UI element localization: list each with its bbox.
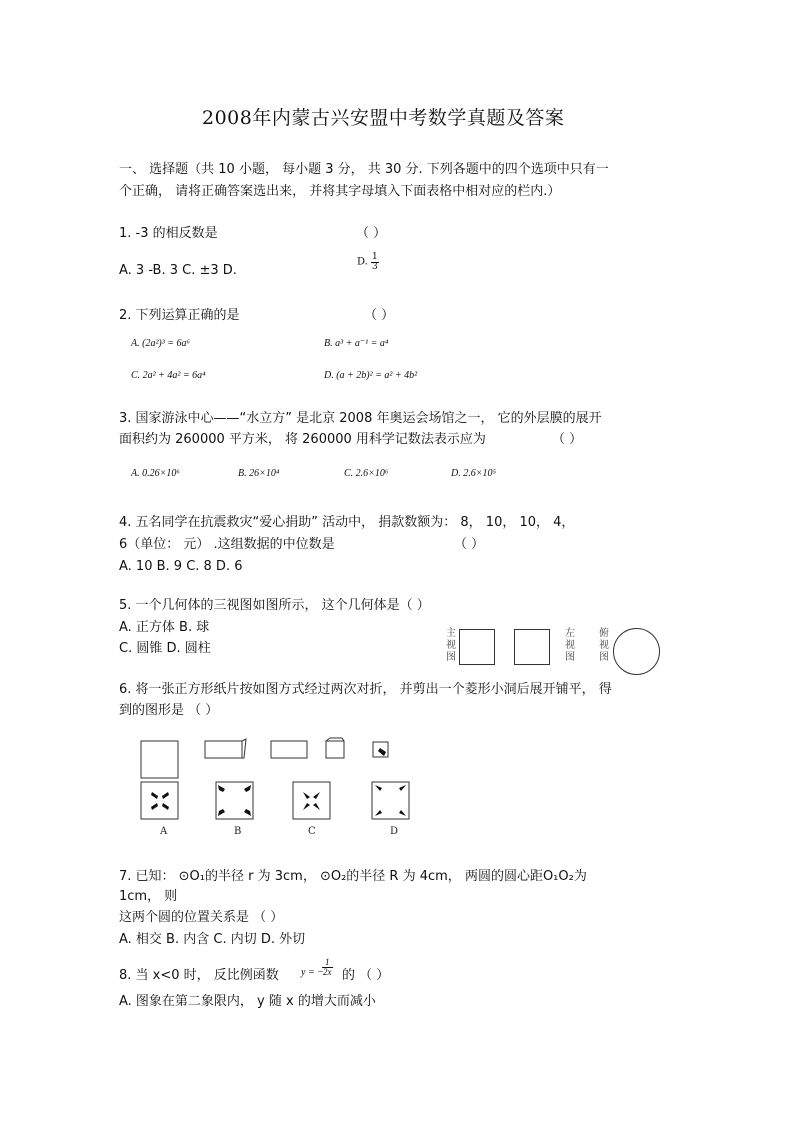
fold-step-1-square (141, 741, 178, 778)
q5-stem: 5. 一个几何体的三视图如图所示， 这个几何体是（ ） (119, 598, 430, 613)
q1-option-d-fraction: $\frac{1}{3}$ (372, 252, 378, 272)
page-title: 2008年内蒙古兴安盟中考数学真题及答案 (202, 107, 565, 129)
q4-line1: 4. 五名同学在抗震救灾“爱心捐助” 活动中， 捐款数额为： 8， 10， 10， 4， (119, 515, 575, 530)
section-instructions-line1: 一、 选择题（共 10 小题， 每小题 3 分， 共 30 分. 下列各题中的四个选项中只有一 (119, 162, 609, 177)
q2-option-a: A. (2a²)³ = 6a⁶ (131, 338, 190, 349)
option-a-label: A (160, 826, 168, 837)
q7-line2: 1cm， 则 (119, 889, 178, 904)
q2-answer-paren: （ ） (364, 308, 395, 323)
front-view-label: 主视图 (446, 628, 456, 663)
q2-option-d: D. (a + 2b)² = a² + 4b² (324, 370, 418, 381)
option-d-figure (372, 782, 409, 819)
q3-line1: 3. 国家游泳中心——“水立方” 是北京 2008 年奥运会场馆之一， 它的外层膜的展开 (119, 411, 602, 426)
q3-line2: 面积约为 260000 平方米， 将 260000 用科学记数法表示应为 (119, 432, 486, 447)
left-view-label: 左视图 (565, 628, 575, 663)
q5-options-ab: A. 正方体 B. 球 (119, 620, 210, 635)
paper-folding-figure (130, 734, 430, 842)
section-instructions-line2: 个正确， 请将正确答案选出来， 并将其字母填入下面表格中相对应的栏内.） (119, 184, 561, 199)
q2-option-c: C. 2a² + 4a² = 6a⁴ (131, 370, 206, 381)
option-c-label: C (308, 826, 316, 837)
fold-step-2 (205, 739, 246, 758)
q8-stem-prefix: 8. 当 x<0 时， 反比例函数 (119, 968, 279, 983)
q7-line3: 这两个圆的位置关系是 （ ） (119, 910, 284, 925)
option-a-figure (141, 782, 178, 819)
q1-answer-paren: （ ） (356, 226, 387, 241)
q1-options: A. 3 -B. 3 C. ±3 D. (119, 263, 237, 278)
q8-option-a: A. 图象在第二象限内， y 随 x 的增大而减小 (119, 994, 376, 1009)
q5-options-cd: C. 圆锥 D. 圆柱 (119, 641, 211, 656)
fold-step-4 (326, 738, 344, 758)
q2-stem: 2. 下列运算正确的是 (119, 308, 240, 323)
q3-option-c: C. 2.6×10⁶ (344, 468, 389, 479)
option-b-label: B (234, 826, 242, 837)
left-view-square (514, 629, 550, 665)
q3-answer-paren: （ ） (552, 432, 583, 447)
q4-answer-paren: （ ） (454, 537, 485, 552)
q3-option-b: B. 26×10⁴ (238, 468, 280, 479)
top-view-circle (613, 628, 660, 675)
q7-options: A. 相交 B. 内含 C. 内切 D. 外切 (119, 932, 306, 947)
q3-option-a: A. 0.26×10⁶ (131, 468, 180, 479)
option-c-figure (293, 782, 330, 819)
q2-option-b: B. a³ + a⁻¹ = a⁴ (324, 338, 389, 349)
q6-line2: 到的图形是 （ ） (119, 703, 219, 718)
front-view-square (459, 629, 495, 665)
option-b-figure (216, 782, 253, 819)
q6-line1: 6. 将一张正方形纸片按如图方式经过两次对折， 并剪出一个菱形小洞后展开铺平， 得 (119, 682, 612, 697)
q8-function-lhs: y = − (301, 967, 324, 978)
fold-step-5 (373, 742, 388, 757)
q8-function-fraction: $\frac{1}{2x}$ (323, 957, 332, 977)
q1-stem: 1. -3 的相反数是 (119, 226, 218, 241)
top-view-label: 俯视图 (599, 628, 609, 663)
q7-line1: 7. 已知： ⊙O₁的半径 r 为 3cm， ⊙O₂的半径 R 为 4cm， 两圆的圆心距O₁O₂为 (119, 869, 587, 884)
q3-option-d: D. 2.6×10⁵ (451, 468, 496, 479)
q4-line2: 6（单位： 元） .这组数据的中位数是 (119, 537, 335, 552)
fold-step-3-rect (271, 741, 307, 758)
q4-options: A. 10 B. 9 C. 8 D. 6 (119, 559, 243, 574)
q1-option-d: D. $\frac{1}{3}$ (357, 252, 378, 272)
q8-stem-suffix: 的 （ ） (342, 968, 390, 983)
option-d-label: D (390, 826, 399, 837)
